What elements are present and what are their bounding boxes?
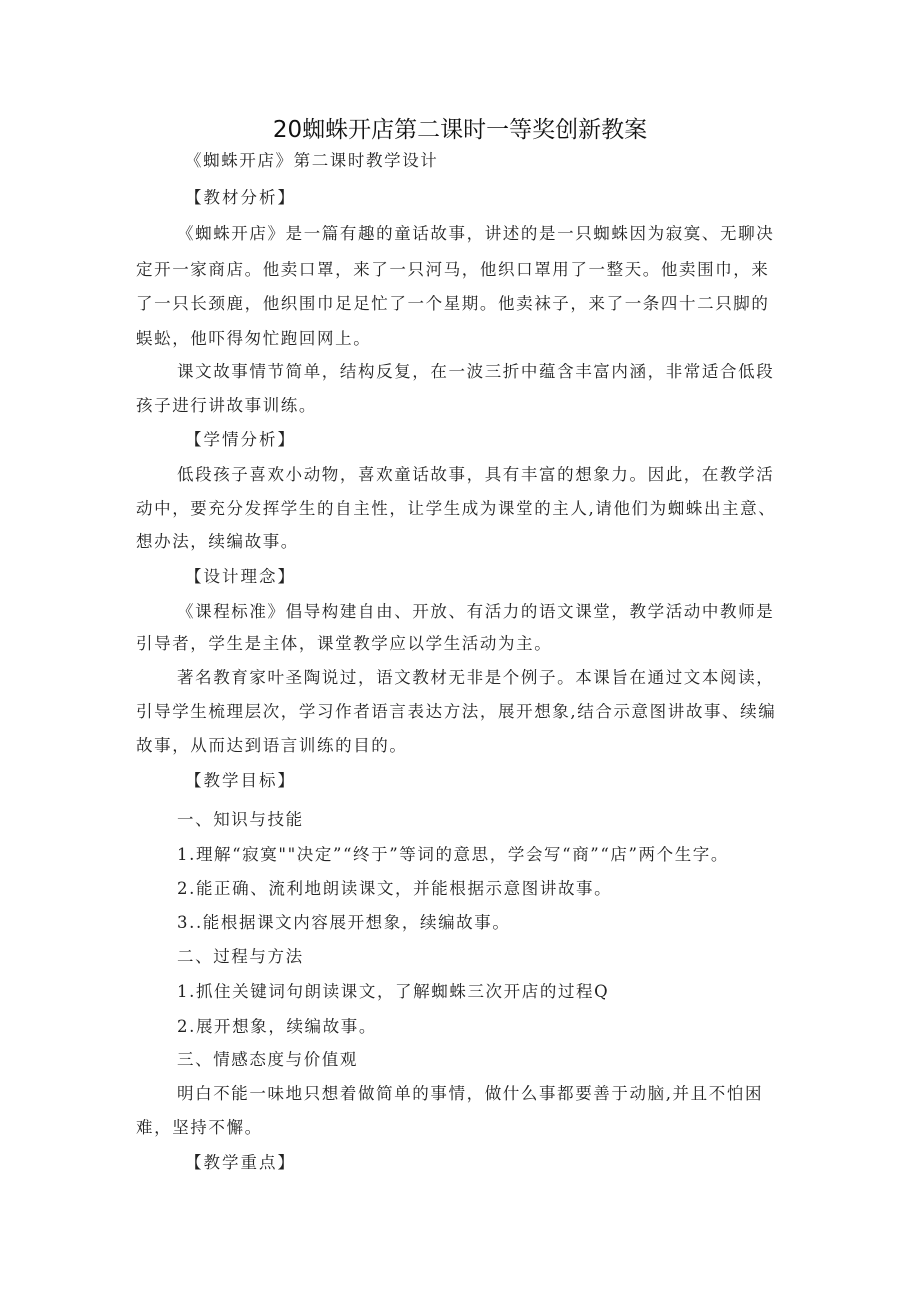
paragraph-line: 引导学生梳理层次，学习作者语言表达方法，展开想象,结合示意图讲故事、续编: [136, 702, 777, 721]
goal-item: 1.理解“寂寞""决定”“终于”等词的意思，学会写“商”“店”两个生字。: [177, 845, 730, 864]
paragraph-line: 故事，从而达到语言训练的目的。: [136, 736, 408, 755]
goal-item: 2.能正确、流利地朗读课文，并能根据示意图讲故事。: [177, 879, 613, 898]
paragraph-line: 蜈蚣，他吓得匆忙跑回网上。: [136, 329, 372, 348]
paragraph-line: 明白不能一味地只想着做简单的事情，做什么事都要善于动脑,并且不怕困: [177, 1084, 764, 1103]
goal-item: 3..能根据课文内容展开想象，续编故事。: [177, 913, 511, 932]
paragraph-line: 难，坚持不懈。: [136, 1118, 263, 1137]
paragraph-line: 低段孩子喜欢小动物，喜欢童话故事，具有丰富的想象力。因此，在教学活: [177, 465, 775, 484]
paragraph-line: 《蜘蛛开店》是一篇有趣的童话故事，讲述的是一只蜘蛛因为寂寞、无聊决: [177, 224, 775, 243]
section-heading-textbook-analysis: 【教材分析】: [185, 188, 296, 207]
paragraph-line: 引导者，学生是主体，课堂教学应以学生活动为主。: [136, 634, 553, 653]
document-subtitle: 《蜘蛛开店》第二课时教学设计: [185, 151, 439, 170]
document-title: 20蜘蛛开店第二课时一等奖创新教案: [272, 117, 648, 143]
paragraph-line: 了一只长颈鹿，他织围巾足足忙了一个星期。他卖袜子，来了一条四十二只脚的: [136, 294, 770, 313]
paragraph-line: 动中，要充分发挥学生的自主性，让学生成为课堂的主人,请他们为蜘蛛出主意、: [136, 499, 777, 518]
section-heading-design-concept: 【设计理念】: [185, 567, 296, 586]
section-heading-key-points: 【教学重点】: [185, 1153, 296, 1172]
goal-item: 1.抓住关键词句朗读课文，了解蜘蛛三次开店的过程Q: [177, 982, 610, 1001]
paragraph-line: 著名教育家叶圣陶说过，语文教材无非是个例子。本课旨在通过文本阅读，: [177, 668, 775, 687]
subheading-knowledge: 一、知识与技能: [177, 810, 304, 829]
paragraph-line: 孩子进行讲故事训练。: [136, 396, 317, 415]
paragraph-line: 想办法，续编故事。: [136, 532, 299, 551]
paragraph-line: 课文故事情节简单，结构反复，在一波三折中蕴含丰富内涵，非常适合低段: [177, 362, 775, 381]
paragraph-line: 定开一家商店。他卖口罩，来了一只河马，他织口罩用了一整天。他卖围巾，来: [136, 260, 770, 279]
goal-item: 2.展开想象，续编故事。: [177, 1017, 377, 1036]
section-heading-teaching-goals: 【教学目标】: [185, 771, 296, 790]
section-heading-student-analysis: 【学情分析】: [185, 430, 296, 449]
paragraph-line: 《课程标准》倡导构建自由、开放、有活力的语文课堂，教学活动中教师是: [177, 602, 775, 621]
subheading-emotion: 三、情感态度与价值观: [177, 1050, 358, 1069]
subheading-process: 二、过程与方法: [177, 947, 304, 966]
